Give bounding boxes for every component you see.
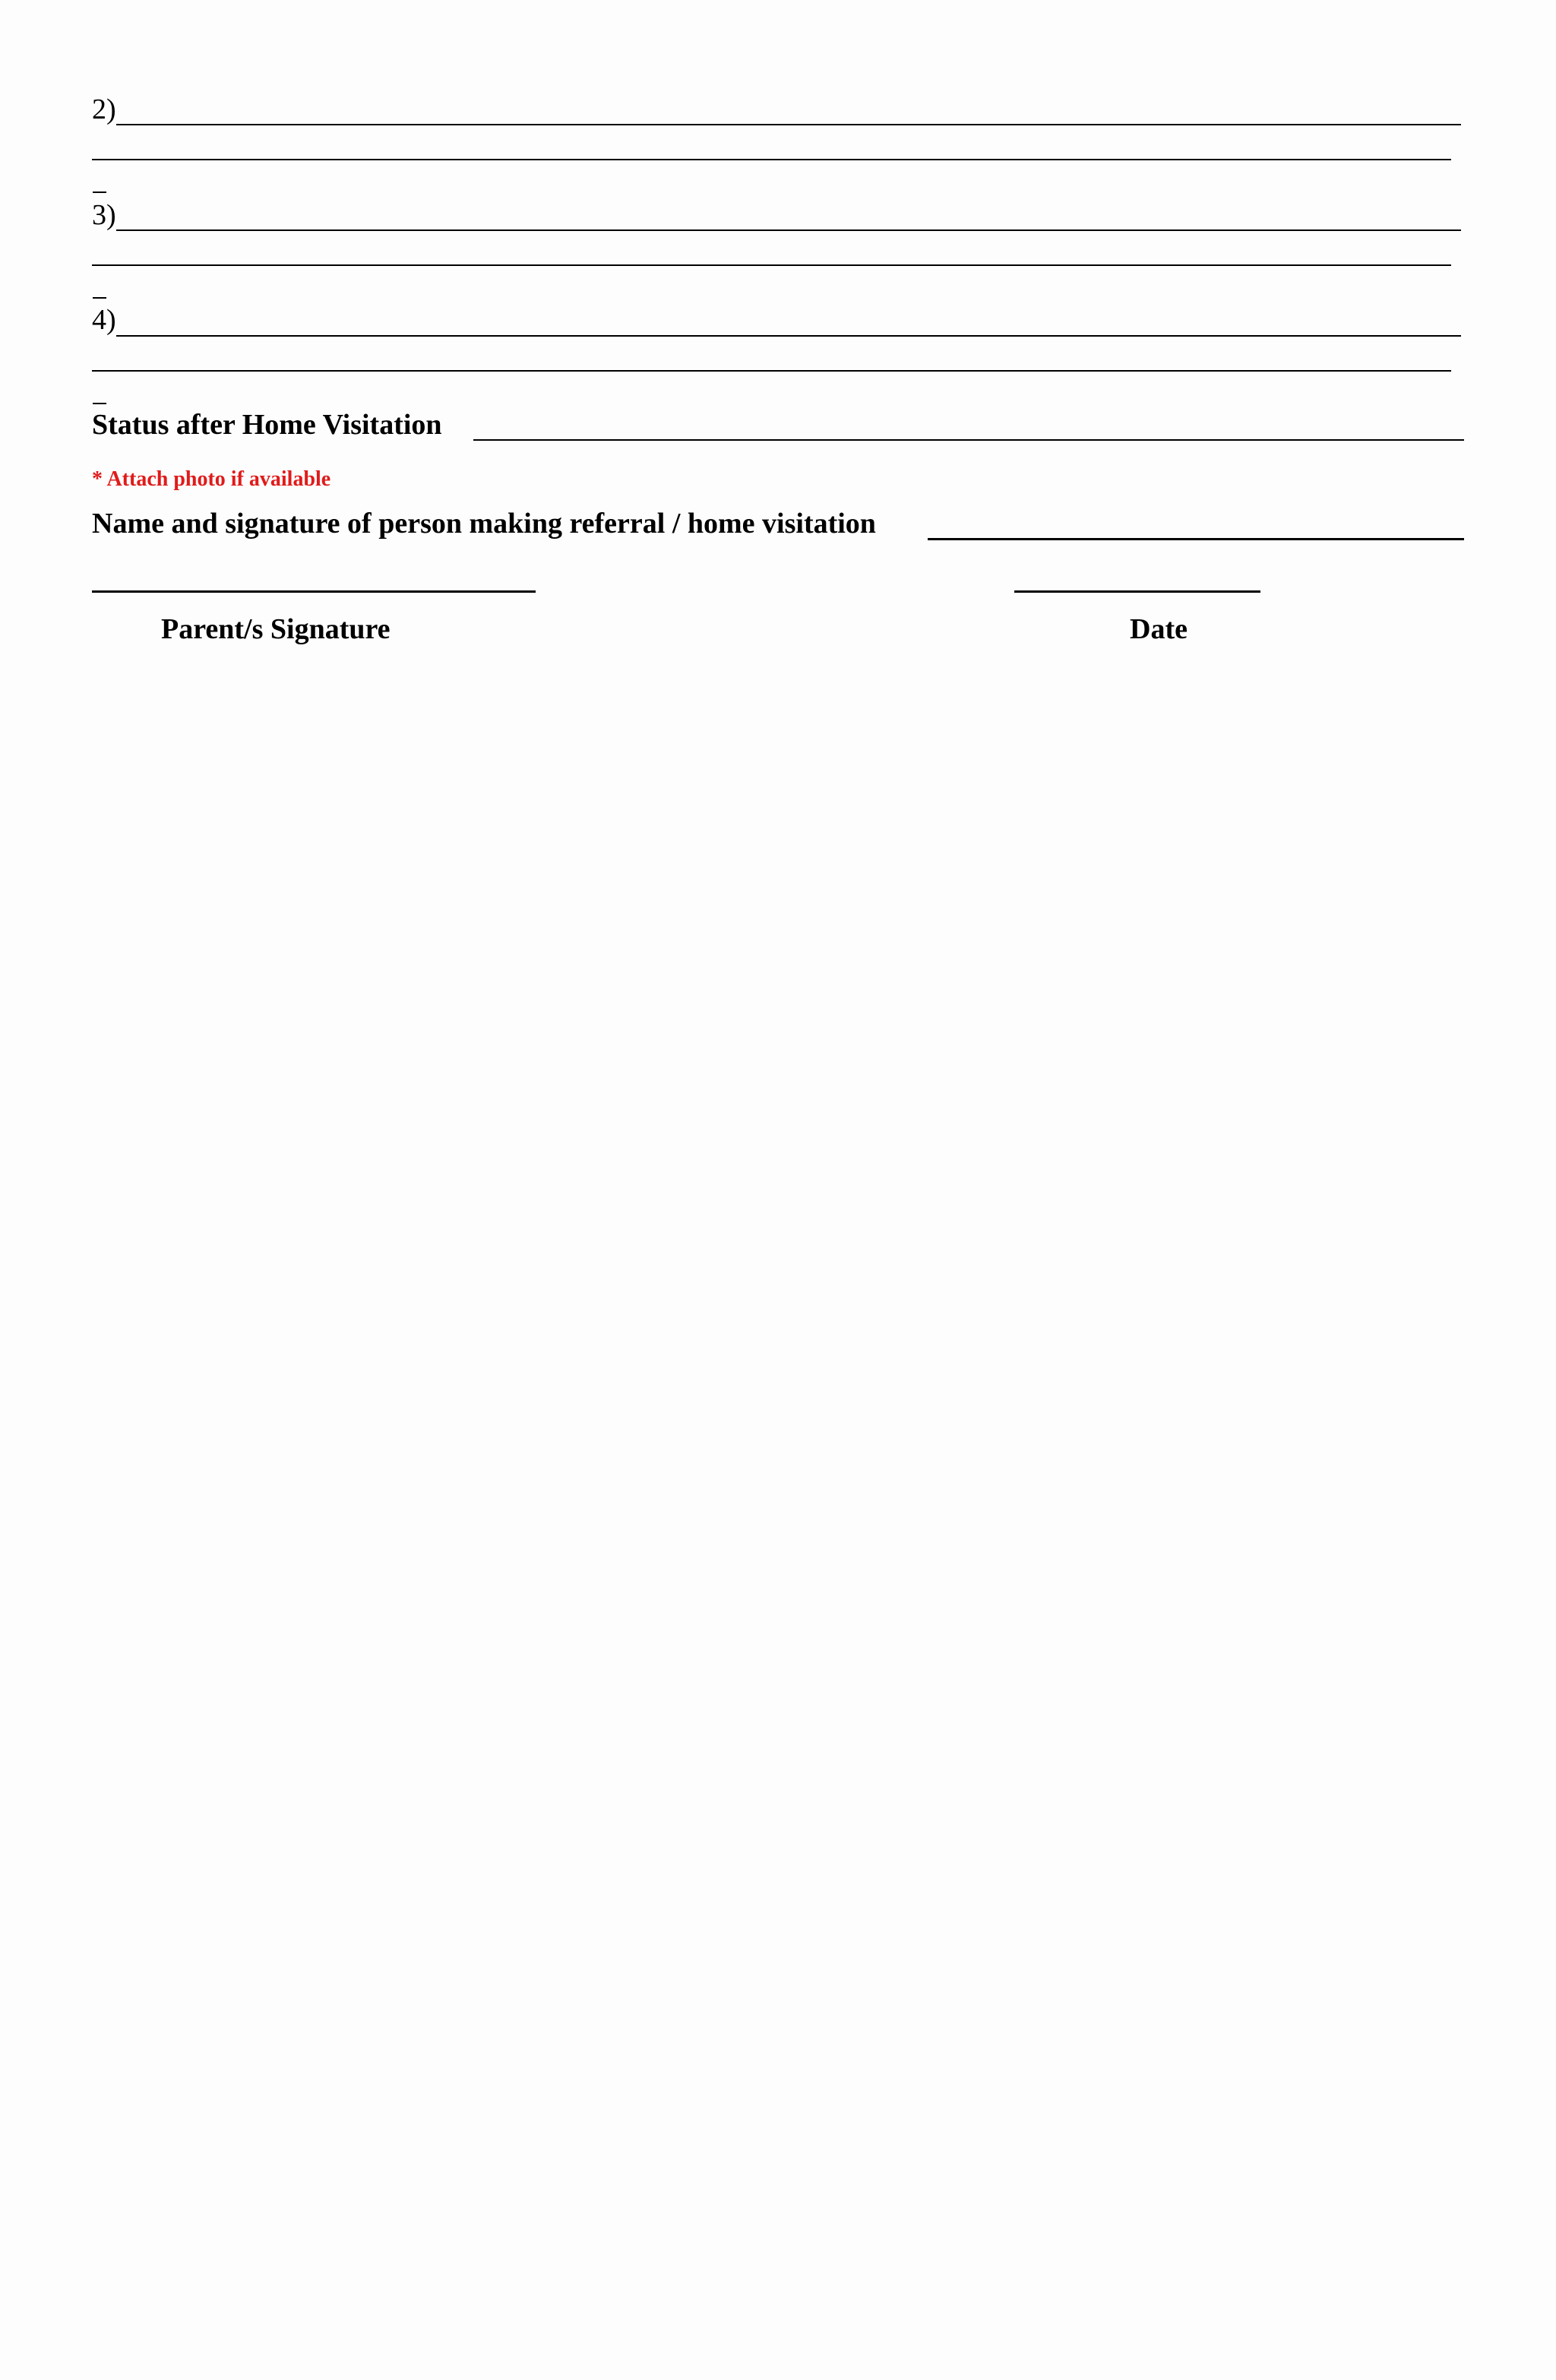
item-4-number: 4) xyxy=(92,304,116,336)
item-3-answer-line-1[interactable] xyxy=(116,229,1461,231)
item-2-answer-line-1[interactable] xyxy=(116,124,1461,125)
item-4-answer-line-2[interactable] xyxy=(92,370,1451,372)
referral-name-signature-line[interactable] xyxy=(928,538,1464,540)
item-3-number: 3) xyxy=(92,199,116,231)
item-2-answer-line-2[interactable] xyxy=(92,159,1451,160)
status-after-home-visitation-line[interactable] xyxy=(473,439,1464,441)
item-3-answer-line-2[interactable] xyxy=(92,264,1451,266)
referral-name-signature-label: Name and signature of person making referral / home visitation xyxy=(92,508,876,540)
item-4-line-end-mark xyxy=(93,403,106,404)
date-line[interactable] xyxy=(1014,590,1260,593)
parent-signature-label: Parent/s Signature xyxy=(161,613,391,645)
item-3-line-end-mark xyxy=(93,297,106,299)
item-4-answer-line-1[interactable] xyxy=(116,335,1461,337)
parent-signature-line[interactable] xyxy=(92,590,536,593)
date-label: Date xyxy=(1130,613,1188,645)
item-2-line-end-mark xyxy=(93,191,106,193)
status-after-home-visitation-label: Status after Home Visitation xyxy=(92,409,442,441)
attach-photo-note: * Attach photo if available xyxy=(92,467,331,491)
item-2-number: 2) xyxy=(92,93,116,125)
